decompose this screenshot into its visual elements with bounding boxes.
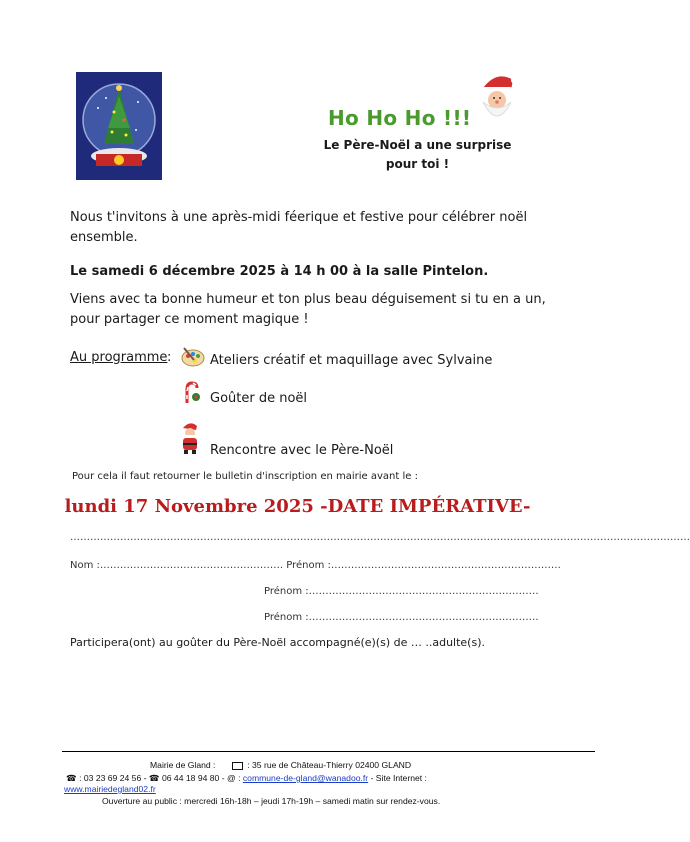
snow-globe-image — [76, 72, 162, 180]
candy-cane-icon — [181, 381, 203, 405]
invite-paragraph: Viens avec ta bonne humeur et ton plus beau déguisement si tu en a un, pour partager ce moment magique ! — [70, 292, 546, 327]
cut-line: …………………………………………………………………………………………………………………………………………………………………… — [70, 532, 690, 543]
santa-head-icon — [475, 70, 521, 126]
firstname-field-row: Prénom :…………………………………………………………… — [264, 586, 539, 597]
page-title: Ho Ho Ho !!! — [328, 106, 472, 130]
fax-icon: ☎ — [148, 773, 160, 783]
palette-icon — [180, 346, 206, 368]
deadline-date: lundi 17 Novembre 2025 -DATE IMPÉRATIVE- — [64, 496, 531, 517]
intro-paragraph: Nous t'invitons à une après-midi féerique et festive pour célébrer noël ensemble. — [70, 210, 528, 245]
subtitle — [300, 136, 535, 174]
footer-contact-line: ☎ : 03 23 69 24 56 - ☎ 06 44 18 94 80 - @ : commune-de-gland@wanadoo.fr - Site Internet : — [66, 773, 427, 783]
footer-address-line — [150, 760, 411, 770]
mail-icon — [232, 762, 243, 770]
program-item-workshops: Ateliers créatif et maquillage avec Sylvaine — [210, 353, 493, 368]
program-label: Au programme — [70, 350, 168, 365]
footer-phone: : 03 23 69 24 56 — [79, 773, 142, 783]
footer-fax: 06 44 18 94 80 — [161, 773, 220, 783]
name-field-row: Nom :………………………………………………. Prénom :…………………………………………………………… — [70, 560, 561, 571]
firstname-field-row: Prénom :…………………………………………………………… — [264, 612, 539, 623]
email-link[interactable]: commune-de-gland@wanadoo.fr — [242, 773, 369, 783]
footer-address: : 35 rue de Château-Thierry 02400 GLAND — [247, 760, 412, 770]
program-item-snack: Goûter de noël — [210, 391, 308, 406]
return-instructions: Pour cela il faut retourner le bulletin d'inscription en mairie avant le : — [72, 471, 418, 482]
program-item-santa: Rencontre avec le Père-Noël — [210, 443, 394, 458]
footer-site-label: - Site Internet : — [370, 773, 427, 783]
subtitle-line-2: pour toi ! — [385, 157, 450, 171]
footer-hours: Ouverture au public : mercredi 16h-18h – jeudi 17h-19h – samedi matin sur rendez-vous. — [102, 796, 441, 806]
website-link[interactable]: www.mairiedegland02.fr — [64, 784, 156, 794]
footer-email-prefix: - @ : — [221, 773, 241, 783]
program-colon: : — [167, 350, 172, 365]
phone-icon: ☎ — [66, 773, 77, 783]
footer-mairie: Mairie de Gland : — [150, 760, 216, 770]
subtitle-line-1: Le Père-Noël a une surprise — [323, 138, 512, 152]
santa-icon — [176, 420, 204, 454]
participation-line: Participera(ont) au goûter du Père-Noël accompagné(e)(s) de … ..adulte(s). — [70, 636, 485, 649]
event-date-line: Le samedi 6 décembre 2025 à 14 h 00 à la salle Pintelon. — [70, 264, 489, 279]
footer-website-line — [64, 784, 156, 794]
footer-divider — [62, 751, 595, 752]
